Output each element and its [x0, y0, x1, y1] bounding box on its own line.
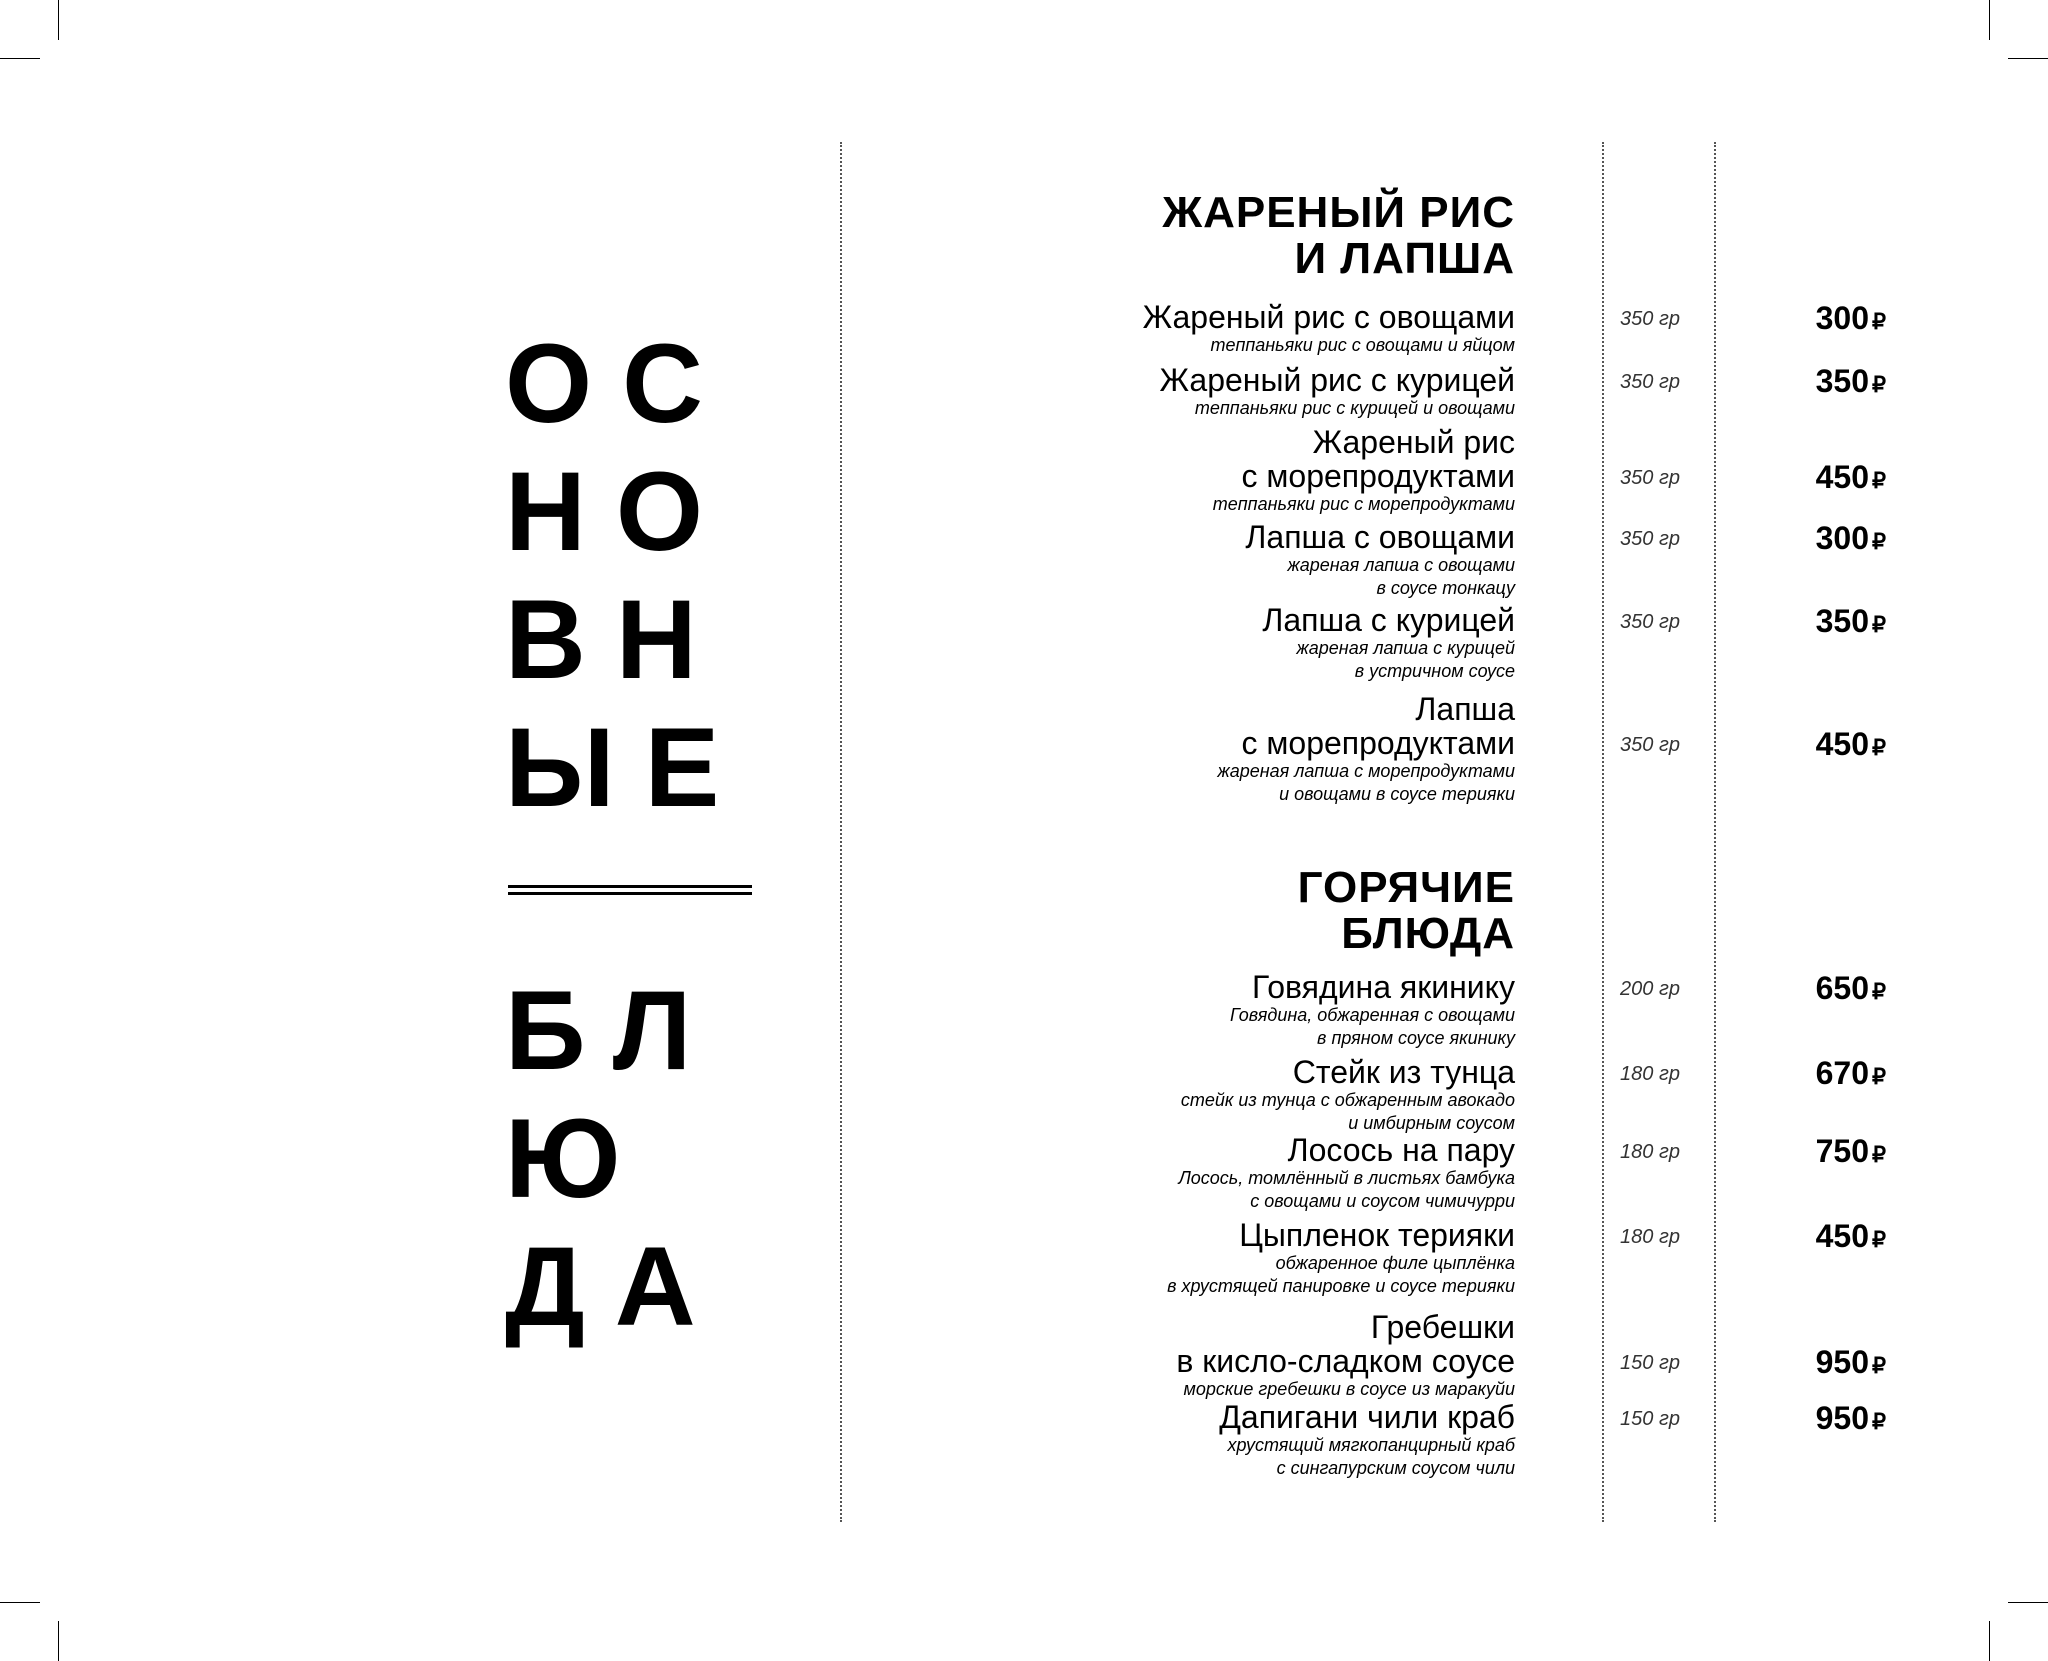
menu-item-name-line: Стейк из тунца	[1292, 1054, 1515, 1090]
menu-item-description	[1184, 1378, 1515, 1401]
menu-item-description-line: в пряном соусе якинику	[1317, 1028, 1515, 1048]
menu-item-price	[1816, 970, 1886, 1007]
menu-item-weight: 180 гр	[1620, 1226, 1680, 1248]
menu-item-name	[1262, 603, 1515, 637]
menu-item-name	[1160, 363, 1516, 397]
currency-symbol: ₽	[1872, 735, 1886, 760]
currency-symbol: ₽	[1872, 372, 1886, 397]
menu-item-weight: 350 гр	[1620, 371, 1680, 393]
menu-item-name	[1239, 1218, 1515, 1252]
menu-item-name-line: с морепродуктами	[1241, 458, 1515, 494]
price-value: 350	[1815, 363, 1869, 399]
price-value: 950	[1815, 1344, 1869, 1380]
menu-item-description	[1230, 1004, 1515, 1050]
currency-symbol: ₽	[1872, 1227, 1886, 1252]
menu-item-name	[1293, 1055, 1515, 1089]
menu-item-name-line: Жареный рис	[1312, 424, 1515, 460]
side-title-row: ЫЕ	[505, 705, 750, 830]
menu-item-name-line: Дапигани чили краб	[1219, 1399, 1515, 1435]
price-value: 750	[1815, 1133, 1869, 1169]
divider-left	[840, 142, 842, 1522]
menu-item-weight: 350 гр	[1620, 467, 1680, 489]
price-value: 650	[1815, 970, 1869, 1006]
side-title-row: ОС	[505, 321, 733, 446]
menu-item-name-line: Гребешки	[1370, 1309, 1515, 1345]
menu-item-description-line: хрустящий мягкопанцирный краб	[1227, 1435, 1515, 1455]
menu-item-price	[1816, 520, 1886, 557]
double-rule	[508, 885, 752, 895]
menu-item-description	[1195, 397, 1515, 420]
currency-symbol: ₽	[1872, 979, 1886, 1004]
currency-symbol: ₽	[1872, 1064, 1886, 1089]
price-value: 450	[1815, 726, 1869, 762]
menu-item-description	[1296, 637, 1515, 683]
menu-item-description-line: теппаньяки рис с морепродуктами	[1212, 494, 1515, 514]
divider-price	[1714, 142, 1716, 1522]
menu-item-description-line: и имбирным соусом	[1348, 1113, 1515, 1133]
crop-mark	[2008, 1602, 2048, 1603]
menu-item-name	[1219, 1400, 1515, 1434]
menu-item-price	[1816, 363, 1886, 400]
currency-symbol: ₽	[1872, 612, 1886, 637]
menu-item-weight: 350 гр	[1620, 734, 1680, 756]
menu-item-name-line: Лапша с курицей	[1262, 602, 1515, 638]
price-value: 350	[1815, 603, 1869, 639]
menu-item-name-line: Лапша с овощами	[1245, 519, 1515, 555]
menu-item-name-line: в кисло-сладком соусе	[1176, 1343, 1515, 1379]
menu-item-description-line: стейк из тунца с обжаренным авокадо	[1180, 1090, 1515, 1110]
menu-item-description-line: теппаньяки рис с овощами и яйцом	[1210, 335, 1515, 355]
menu-item-description-line: жареная лапша с курицей	[1296, 638, 1515, 658]
divider-weight	[1602, 142, 1604, 1522]
side-title-bottom	[505, 967, 726, 1351]
menu-item-description	[1210, 334, 1515, 357]
menu-item-name	[1245, 520, 1515, 554]
menu-item-description-line: обжаренное филе цыплёнка	[1275, 1253, 1515, 1273]
menu-item-name-line: Лосось на пару	[1287, 1132, 1515, 1168]
menu-item-description-line: в устричном соусе	[1354, 661, 1515, 681]
side-title-row: ВН	[505, 577, 727, 702]
menu-item-description	[1217, 760, 1515, 806]
menu-item-description-line: Лосось, томлённый в листьях бамбука	[1178, 1168, 1515, 1188]
menu-item-name-line: Говядина якинику	[1252, 969, 1515, 1005]
menu-item-weight: 180 гр	[1620, 1141, 1680, 1163]
menu-item-name	[1252, 970, 1515, 1004]
currency-symbol: ₽	[1872, 529, 1886, 554]
menu-item-description	[1228, 1434, 1515, 1480]
menu-item-name	[1143, 300, 1515, 334]
side-title-row: ДА	[505, 1224, 726, 1349]
menu-item-description-line: и овощами в соусе терияки	[1279, 784, 1515, 804]
price-value: 300	[1815, 520, 1869, 556]
menu-item-description-line: морские гребешки в соусе из маракуйи	[1183, 1379, 1515, 1399]
menu-item-description	[1287, 554, 1515, 600]
menu-item-name-line: с морепродуктами	[1241, 725, 1515, 761]
crop-mark	[1989, 0, 1990, 40]
menu-item-weight: 350 гр	[1620, 308, 1680, 330]
menu-item-price	[1816, 1218, 1886, 1255]
currency-symbol: ₽	[1872, 1409, 1886, 1434]
side-title-row: Ю	[505, 1096, 651, 1221]
crop-mark	[1989, 1621, 1990, 1661]
price-value: 950	[1815, 1400, 1869, 1436]
menu-item-price	[1816, 1344, 1886, 1381]
menu-item-weight: 350 гр	[1620, 528, 1680, 550]
menu-item-description-line: Говядина, обжаренная с овощами	[1230, 1005, 1515, 1025]
price-value: 300	[1815, 300, 1869, 336]
menu-item-price	[1816, 1400, 1886, 1437]
menu-item-description-line: в соусе тонкацу	[1376, 578, 1515, 598]
menu-item-name	[1242, 692, 1516, 760]
menu-item-weight: 150 гр	[1620, 1352, 1680, 1374]
menu-item-description-line: жареная лапша с морепродуктами	[1217, 761, 1515, 781]
menu-item-weight: 350 гр	[1620, 611, 1680, 633]
crop-mark	[2008, 58, 2048, 59]
currency-symbol: ₽	[1872, 1142, 1886, 1167]
crop-mark	[58, 1621, 59, 1661]
section-title	[1162, 190, 1515, 282]
menu-item-description	[1178, 1167, 1515, 1213]
menu-item-description	[1213, 493, 1515, 516]
menu-item-description-line: с овощами и соусом чимичурри	[1250, 1191, 1515, 1211]
price-value: 670	[1815, 1055, 1869, 1091]
crop-mark	[0, 58, 40, 59]
menu-item-name	[1242, 425, 1516, 493]
menu-item-description-line: жареная лапша с овощами	[1287, 555, 1515, 575]
menu-item-name-line: Цыпленок терияки	[1239, 1217, 1515, 1253]
menu-item-description-line: в хрустящей панировке и соусе терияки	[1167, 1276, 1515, 1296]
currency-symbol: ₽	[1872, 1353, 1886, 1378]
menu-item-description-line: теппаньяки рис с курицей и овощами	[1194, 398, 1515, 418]
price-value: 450	[1815, 1218, 1869, 1254]
price-value: 450	[1815, 459, 1869, 495]
section-title-line: ГОРЯЧИЕ	[1297, 863, 1515, 912]
menu-item-weight: 200 гр	[1620, 978, 1680, 1000]
menu-item-price	[1816, 603, 1886, 640]
menu-item-weight: 180 гр	[1620, 1063, 1680, 1085]
section-title-line: И ЛАПША	[1294, 234, 1515, 283]
currency-symbol: ₽	[1872, 309, 1886, 334]
menu-item-name	[1288, 1133, 1515, 1167]
menu-item-description	[1181, 1089, 1515, 1135]
side-title-row: НО	[505, 449, 733, 574]
section-title	[1298, 865, 1515, 957]
side-title-top	[505, 320, 749, 832]
menu-item-price	[1816, 1133, 1886, 1170]
menu-item-name-line: Лапша	[1415, 691, 1515, 727]
menu-item-weight: 150 гр	[1620, 1408, 1680, 1430]
menu-item-name	[1176, 1310, 1515, 1378]
currency-symbol: ₽	[1872, 468, 1886, 493]
crop-mark	[0, 1602, 40, 1603]
section-title-line: ЖАРЕНЫЙ РИС	[1162, 188, 1515, 237]
menu-item-description	[1167, 1252, 1515, 1298]
section-title-line: БЛЮДА	[1341, 909, 1515, 958]
menu-item-description-line: с сингапурским соусом чили	[1276, 1458, 1515, 1478]
menu-item-price	[1816, 726, 1886, 763]
crop-mark	[58, 0, 59, 40]
menu-item-price	[1816, 300, 1886, 337]
menu-item-name-line: Жареный рис с овощами	[1142, 299, 1515, 335]
menu-item-name-line: Жареный рис с курицей	[1159, 362, 1515, 398]
menu-item-price	[1816, 1055, 1886, 1092]
side-title-row: БЛ	[505, 968, 722, 1093]
menu-item-price	[1816, 459, 1886, 496]
